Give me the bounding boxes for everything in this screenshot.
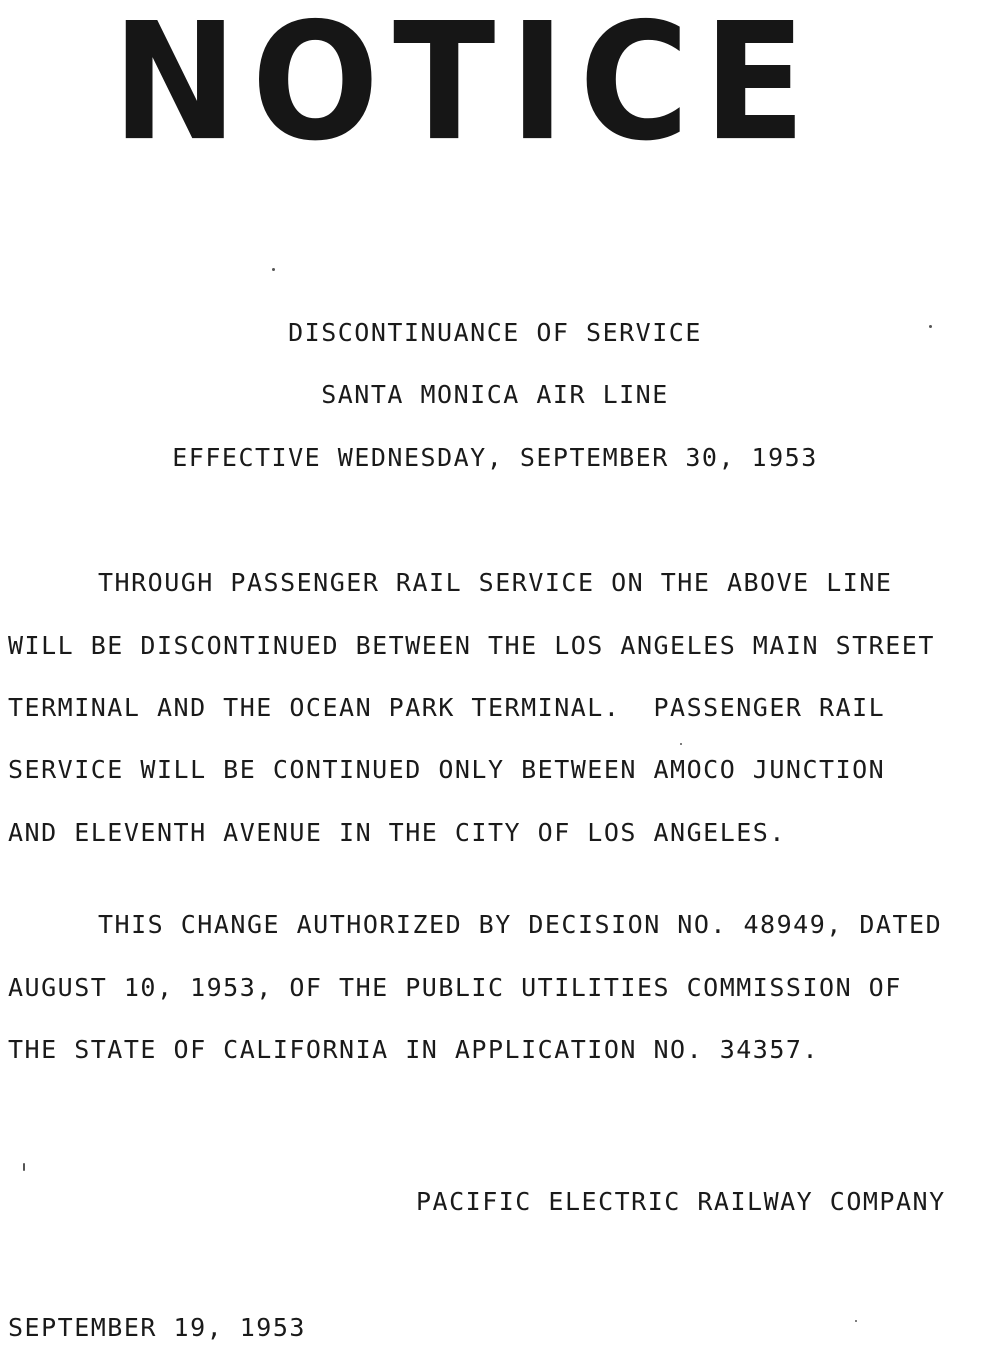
scan-speck <box>680 743 682 745</box>
notice-title: NOTICE <box>112 0 820 177</box>
paragraph-line: TERMINAL AND THE OCEAN PARK TERMINAL. PASSENGER RAIL <box>8 693 886 722</box>
scan-speck <box>272 268 275 271</box>
paragraph-line: SERVICE WILL BE CONTINUED ONLY BETWEEN AMOCO JUNCTION <box>8 755 886 784</box>
paragraph-line: THIS CHANGE AUTHORIZED BY DECISION NO. 48949, DATED <box>98 910 943 939</box>
company-signature: PACIFIC ELECTRIC RAILWAY COMPANY <box>416 1187 946 1216</box>
heading-line: SANTA MONICA AIR LINE <box>321 380 669 409</box>
paragraph-line: THE STATE OF CALIFORNIA IN APPLICATION NO. 34357. <box>8 1035 820 1064</box>
paragraph-line: THROUGH PASSENGER RAIL SERVICE ON THE ABOVE LINE <box>98 568 893 597</box>
scan-speck <box>929 325 932 328</box>
scan-speck <box>23 1163 25 1171</box>
paragraph-line: WILL BE DISCONTINUED BETWEEN THE LOS ANGELES MAIN STREET <box>8 631 935 660</box>
notice-date: SEPTEMBER 19, 1953 <box>8 1313 306 1342</box>
paragraph-line: AND ELEVENTH AVENUE IN THE CITY OF LOS ANGELES. <box>8 818 786 847</box>
paragraph-line: AUGUST 10, 1953, OF THE PUBLIC UTILITIES COMMISSION OF <box>8 973 902 1002</box>
heading-line: DISCONTINUANCE OF SERVICE <box>288 318 702 347</box>
scan-speck <box>855 1320 857 1322</box>
heading-line: EFFECTIVE WEDNESDAY, SEPTEMBER 30, 1953 <box>172 443 818 472</box>
